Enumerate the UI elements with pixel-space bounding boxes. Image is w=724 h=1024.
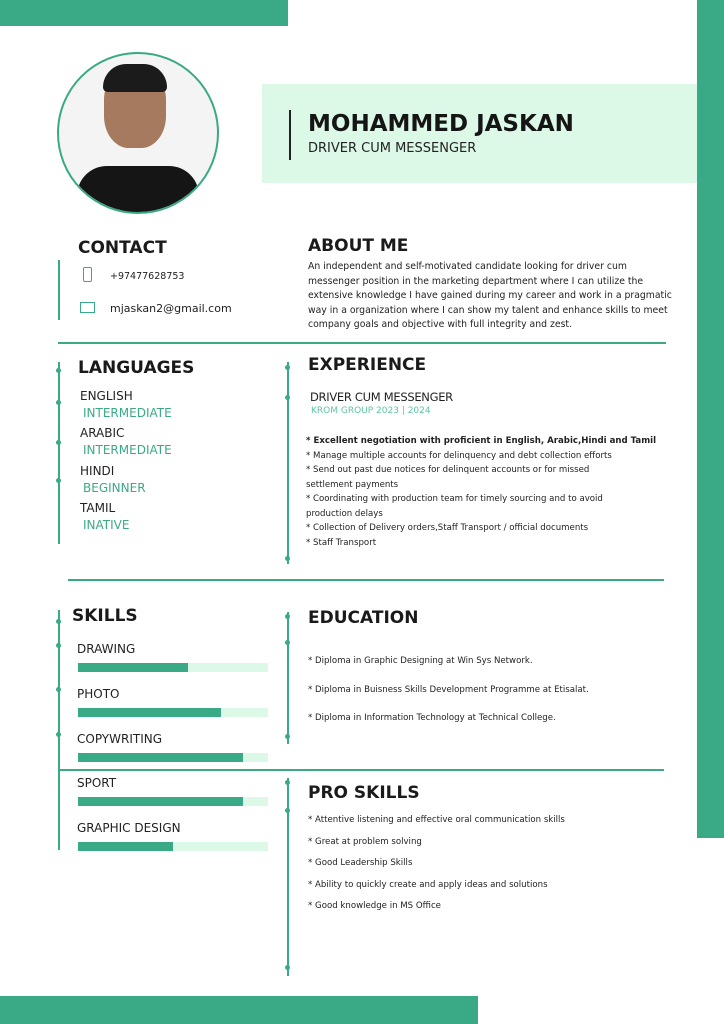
pro-skill-item: * Good knowledge in MS Office	[308, 901, 441, 911]
right-accent-bar	[697, 0, 724, 838]
pro-skill-item: * Ability to quickly create and apply ideas and solutions	[308, 879, 548, 890]
divider	[58, 342, 666, 344]
experience-bullet: * Staff Transport	[306, 537, 377, 548]
experience-bullet: * Collection of Delivery orders,Staff Transport / official documents	[306, 523, 589, 533]
timeline-dot	[285, 556, 290, 561]
experience-bullet: * Coordinating with production team for timely sourcing and to avoid production delays	[306, 494, 603, 519]
languages-heading: LANGUAGES	[78, 358, 195, 378]
skill-name: COPYWRITING	[77, 732, 163, 746]
skill-name: DRAWING	[77, 642, 136, 656]
language-level: INATIVE	[83, 518, 130, 532]
timeline-dot	[285, 365, 290, 370]
education-list	[308, 647, 589, 733]
experience-company: KROM GROUP 2023 | 2024	[311, 406, 431, 416]
pro-skills-list	[308, 810, 565, 918]
skills-heading: SKILLS	[72, 606, 138, 626]
experience-bullet: * Manage multiple accounts for delinquency and debt collection efforts	[306, 450, 612, 461]
skill-bar	[78, 797, 268, 806]
language-name: ENGLISH	[80, 389, 133, 403]
candidate-title: DRIVER CUM MESSENGER	[308, 141, 477, 156]
experience-line	[287, 362, 289, 564]
skill-bar-fill	[78, 663, 188, 672]
timeline-dot	[285, 965, 290, 970]
pro-skill-item: * Good Leadership Skills	[308, 858, 413, 868]
header-divider	[289, 110, 291, 160]
timeline-dot	[285, 614, 290, 619]
experience-bullet: * Send out past due notices for delinquent accounts or for missed settlement payments	[306, 465, 590, 490]
language-level: INTERMEDIATE	[83, 443, 172, 457]
phone-icon	[83, 267, 92, 282]
language-level: INTERMEDIATE	[83, 406, 172, 420]
skill-bar-fill	[78, 797, 243, 806]
experience-role: DRIVER CUM MESSENGER	[310, 390, 453, 404]
pro-skill-item: * Great at problem solving	[308, 836, 422, 847]
skill-bar-fill	[78, 842, 173, 851]
timeline-dot	[56, 687, 61, 692]
timeline-dot	[285, 780, 290, 785]
timeline-dot	[285, 734, 290, 739]
profile-photo	[57, 52, 219, 214]
timeline-dot	[56, 619, 61, 624]
contact-heading: CONTACT	[78, 238, 167, 258]
timeline-dot	[56, 440, 61, 445]
skill-name: GRAPHIC DESIGN	[77, 821, 181, 835]
education-line	[287, 612, 289, 744]
timeline-dot	[285, 395, 290, 400]
timeline-dot	[285, 808, 290, 813]
skill-bar-fill	[78, 753, 243, 762]
skill-name: PHOTO	[77, 687, 120, 701]
email-icon	[80, 302, 95, 313]
email-address[interactable]: mjaskan2@gmail.com	[110, 302, 232, 315]
skill-name: SPORT	[77, 776, 117, 790]
language-name: TAMIL	[80, 501, 116, 515]
experience-heading: EXPERIENCE	[308, 355, 427, 375]
divider	[68, 579, 664, 581]
skill-bar	[78, 663, 268, 672]
experience-bullets	[306, 434, 676, 550]
about-text: An independent and self-motivated candidate looking for driver cum messenger position in the marketing department where I can utilize the extensive knowledge I have gained during my career and work in a pragmatic way in a organization where I can show my talent and enhance skills to meet company goals and objective with full integrity and zest.	[308, 261, 672, 330]
contact-line	[58, 260, 60, 320]
timeline-dot	[285, 640, 290, 645]
timeline-dot	[56, 478, 61, 483]
pro-skills-heading: PRO SKILLS	[308, 783, 420, 803]
top-accent-bar	[0, 0, 288, 26]
education-item: * Diploma in Buisness Skills Development Programme at Etisalat.	[308, 684, 589, 695]
education-heading: EDUCATION	[308, 608, 419, 628]
language-level: BEGINNER	[83, 481, 146, 495]
timeline-dot	[56, 400, 61, 405]
timeline-dot	[56, 643, 61, 648]
bottom-accent-bar	[0, 996, 478, 1024]
about-heading: ABOUT ME	[308, 236, 409, 256]
language-name: ARABIC	[80, 426, 125, 440]
skill-bar	[78, 708, 268, 717]
timeline-dot	[56, 368, 61, 373]
candidate-name: MOHAMMED JASKAN	[308, 111, 574, 137]
timeline-dot	[56, 732, 61, 737]
phone-number: +97477628753	[110, 271, 185, 282]
skill-bar-fill	[78, 708, 221, 717]
skill-bar	[78, 753, 268, 762]
divider	[58, 769, 664, 771]
skill-bar	[78, 842, 268, 851]
education-item: * Diploma in Information Technology at Technical College.	[308, 713, 556, 723]
languages-line	[58, 362, 60, 544]
pro-skill-item: * Attentive listening and effective oral communication skills	[308, 815, 565, 825]
education-item: * Diploma in Graphic Designing at Win Sys Network.	[308, 656, 533, 666]
experience-bullet: * Excellent negotiation with proficient in English, Arabic,Hindi and Tamil	[306, 436, 657, 446]
language-name: HINDI	[80, 464, 115, 478]
